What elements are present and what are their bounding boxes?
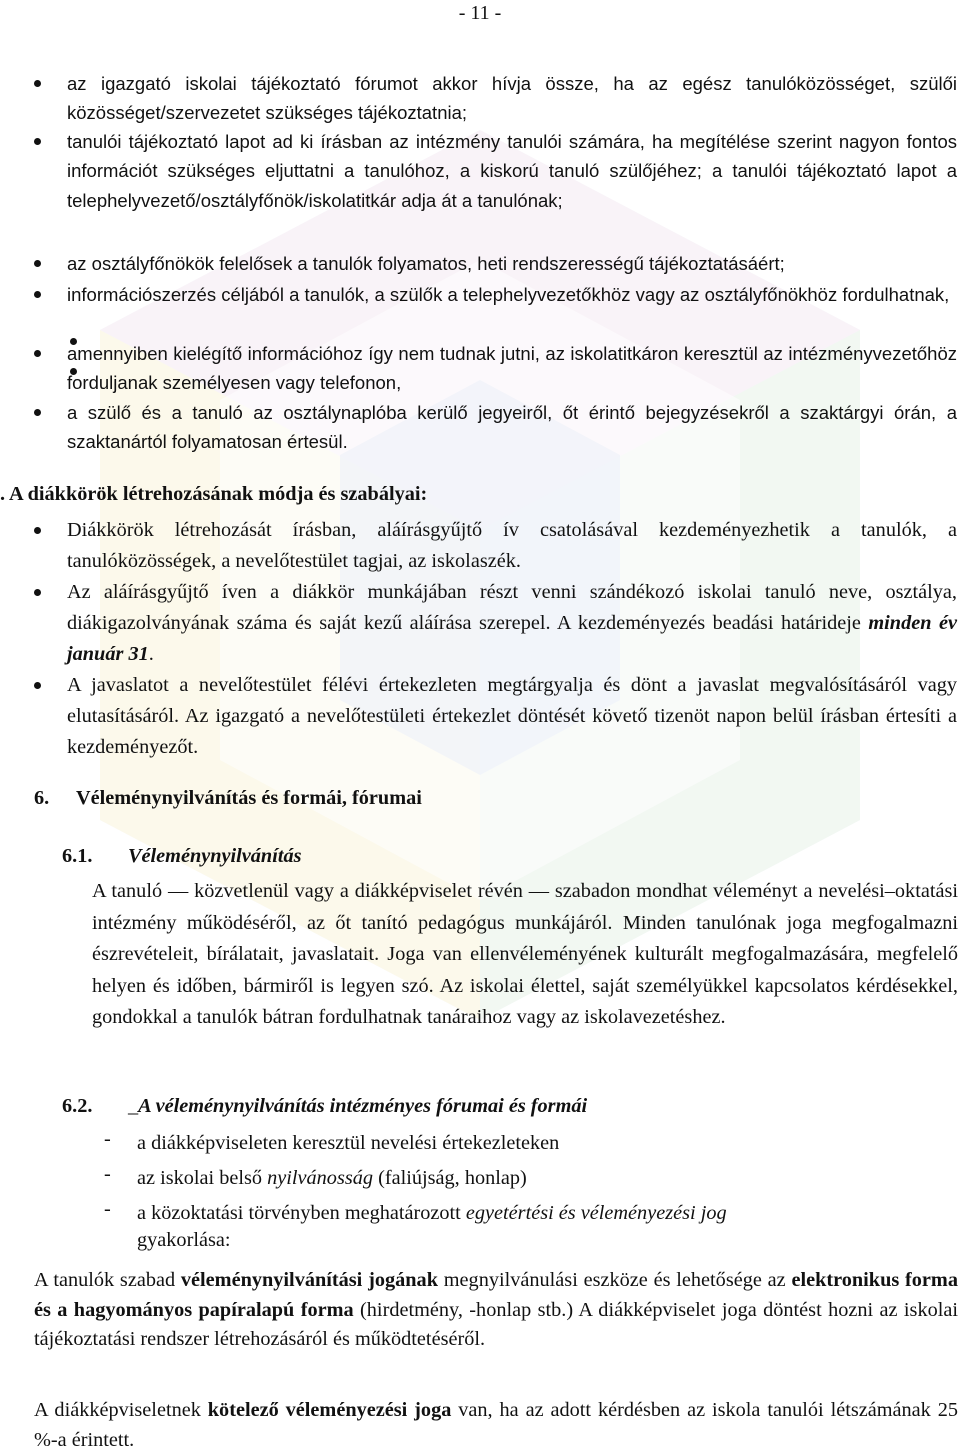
bullet — [34, 527, 41, 534]
list-item: a közoktatási törvényben meghatározott egyetértési és véleményezési jog — [137, 1202, 727, 1224]
page-number: - 11 - — [458, 2, 502, 24]
section-61-number: 6.1. — [62, 845, 93, 867]
section-6-title: Véleménynyilvánítás és formái, fórumai — [76, 787, 422, 809]
dash: - — [104, 1163, 111, 1185]
dash: - — [104, 1198, 111, 1220]
list-item: az osztályfőnökök felelősek a tanulók folyamatos, heti rendszerességű tájékoztatásáért; — [67, 253, 785, 274]
paragraph: A tanulók szabad véleménynyilvánítási jogának megnyilvánulási eszköze és lehetősége az elektronikus forma és a hagyományos papíralapú forma (hirdetmény, -honlap stb.) A diákképviselet joga döntést hozni az iskolai tájékoztatási rendszer létrehozásáról és működtetéséről. — [34, 1269, 959, 1350]
list-item: a diákképviseleten keresztül nevelési értekezleteken — [137, 1132, 560, 1154]
section-6-number: 6. — [34, 787, 50, 809]
bullet — [34, 80, 41, 87]
bullet — [34, 260, 41, 267]
list-item: az igazgató iskolai tájékoztató fórumot akkor hívja össze, ha az egész tanulóközösséget, szülői közösséget/szervezetet szükséges tájékoztatnia; — [67, 73, 957, 124]
section-heading-diakkor: . A diákkörök létrehozásának módja és szabályai: — [0, 483, 428, 505]
list-item: Az aláírásgyűjtő íven a diákkör munkájában részt venni szándékozó iskolai tanuló neve, osztálya, diákigazolványának száma és saját kezű aláírása szerepel. A kezdeményezés beadási határideje minden év január 31. — [67, 581, 957, 665]
bullet — [34, 589, 41, 596]
list-item: az iskolai belső nyilvánosság (faliújság, honlap) — [137, 1167, 527, 1189]
bullet — [34, 291, 41, 298]
bullet — [34, 138, 41, 145]
dash: - — [104, 1128, 111, 1150]
list-item: tanulói tájékoztató lapot ad ki írásban az intézmény tanulói számára, ha megítélése szerint nagyon fontos információt szükséges eljuttatni a tanulóhoz, a kiskorú tanuló szülőjéhez; a tanulói tájékoztató lapot a telephelyvezető/osztályfőnök/iskolatitkár adja át a tanulónak; — [67, 131, 957, 211]
paragraph: A diákképviseletnek kötelező véleményezési joga van, ha az adott kérdésben az iskola tanulói létszámának 25 %-a érintett. — [34, 1399, 958, 1451]
list-item: a szülő és a tanuló az osztálynaplóba kerülő jegyeiről, őt érintő bejegyzésekről a szaktárgyi órán, a szaktanártól folyamatosan értesül. — [67, 402, 957, 453]
deadline: minden év január 31 — [67, 612, 957, 665]
section-61-title: Véleménynyilvánítás — [128, 845, 302, 867]
bullet — [34, 350, 41, 357]
bullet — [34, 409, 41, 416]
list-item: amennyiben kielégítő információhoz így nem tudnak jutni, az iskolatitkáron keresztül az intézményvezetőhöz forduljanak személyesen vagy telefonon, — [67, 343, 957, 394]
list-item-continuation: gyakorlása: — [137, 1229, 231, 1251]
section-62-title: _A véleménynyilvánítás intézményes fórumai és formái — [128, 1095, 588, 1117]
list-item: információszerzés céljából a tanulók, a szülők a telephelyvezetőkhöz vagy az osztályfőnökhöz fordulhatnak, — [67, 284, 950, 305]
bullet — [34, 682, 41, 689]
section-61-text: A tanuló — közvetlenül vagy a diákképviselet révén — szabadon mondhat véleményt a nevelési–oktatási intézmény működéséről, az őt tanító pedagógus munkájáról. Minden tanulónak joga megfogalmazni észrevételeit, bírálatait, javaslatait. Joga van ellenvéleményének kulturált megfogalmazására, megfelelő helyen és időben, bármiről is legyen szó. Az iskolai élettel, saját személyükkel kapcsolatos kérdésekkel, gondokkal a tanulók bátran fordulhatnak tanáraihoz vagy az iskolavezetéshez. — [92, 880, 958, 1028]
section-62-number: 6.2. — [62, 1095, 93, 1117]
list-item: A javaslatot a nevelőtestület félévi értekezleten megtárgyalja és dönt a javaslat megvalósításáról vagy elutasításáról. Az igazgató a nevelőtestületi értekezlet döntését követő tizenöt napon belül írásban értesíti a kezdeményezőt. — [67, 674, 957, 758]
list-item: Diákkörök létrehozását írásban, aláírásgyűjtő ív csatolásával kezdeményezhetik a tanulók, a tanulóközösségek, a nevelőtestület tagjai, az iskolaszék. — [67, 519, 957, 572]
